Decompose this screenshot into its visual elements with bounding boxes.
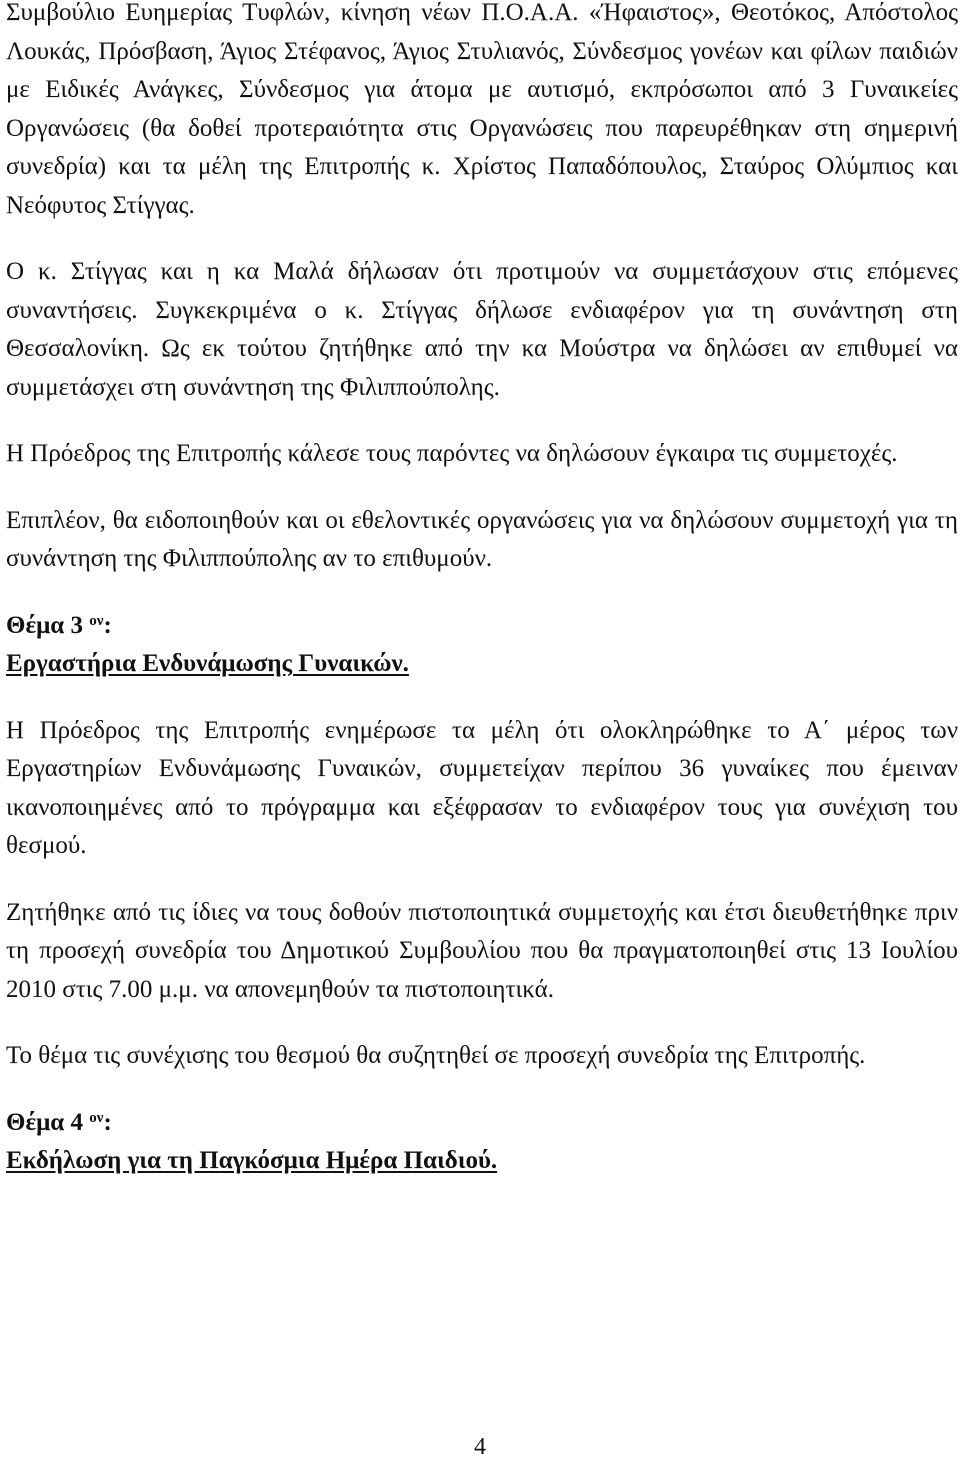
- topic-4-ordinal: ον: [89, 1109, 104, 1126]
- topic-4-title: Εκδήλωση για τη Παγκόσμια Ημέρα Παιδιού.: [6, 1147, 498, 1174]
- document-page: [6, 0, 958, 1181]
- paragraph-meeting-preferences: Ο κ. Στίγγας και η κα Μαλά δήλωσαν ότι προτιμούν να συμμετάσχουν στις επόμενες συναντήσεις. Συγκεκριμένα ο κ. Στίγγας δήλωσε ενδιαφέρον για τη συνάντηση στη Θεσσαλονίκη. Ως εκ τούτου ζητήθηκε από την κα Μούστρα να δηλώσει αν επιθυμεί να συμμετάσχει στη συνάντηση της Φιλιππούπολης.: [6, 258, 958, 401]
- topic-3-title: Εργαστήρια Ενδυνάμωσης Γυναικών.: [6, 650, 409, 677]
- paragraph-workshops-completed: Η Πρόεδρος της Επιτροπής ενημέρωσε τα μέλη ότι ολοκληρώθηκε το Α΄ μέρος των Εργαστηρίων Ενδυνάμωσης Γυναικών, συμμετείχαν περίπου 36 γυναίκες που έμειναν ικανοποιημένες από το πρόγραμμα και εξέφρασαν το ενδιαφέρον τους για συνέχιση του θεσμού.: [6, 716, 958, 859]
- topic-4-heading: [6, 1104, 958, 1143]
- topic-3-ordinal: ον: [89, 612, 104, 629]
- page-number: 4: [474, 1434, 486, 1460]
- topic-4-colon: :: [103, 1108, 112, 1136]
- topic-4-label: Θέμα 4: [6, 1108, 84, 1136]
- topic-3-colon: :: [103, 611, 112, 639]
- paragraph-participants: Συμβούλιο Ευημερίας Τυφλών, κίνηση νέων Π.Ο.Α.Α. «Ήφαιστος», Θεοτόκος, Απόστολος Λουκάς, Πρόσβαση, Άγιος Στέφανος, Άγιος Στυλιανός, Σύνδεσμος γονέων και φίλων παιδιών με Ειδικές Ανάγκες, Σύνδεσμος για άτομα με αυτισμό, εκπρόσωποι από 3 Γυναικείες Οργανώσεις (θα δοθεί προτεραιότητα στις Οργανώσεις που παρευρέθηκαν στη σημερινή συνεδρία) και τα μέλη της Επιτροπής κ. Χρίστος Παπαδόπουλος, Σταύρος Ολύμπιος και Νεόφυτος Στίγγας.: [6, 0, 958, 219]
- paragraph-continuation: Το θέμα τις συνέχισης του θεσμού θα συζητηθεί σε προσεχή συνεδρία της Επιτροπής.: [6, 1042, 866, 1069]
- paragraph-president-call: Η Πρόεδρος της Επιτροπής κάλεσε τους παρόντες να δηλώσουν έγκαιρα τις συμμετοχές.: [6, 440, 898, 467]
- topic-3-heading: [6, 607, 958, 646]
- paragraph-volunteer-organizations: Επιπλέον, θα ειδοποιηθούν και οι εθελοντικές οργανώσεις για να δηλώσουν συμμετοχή για τη συνάντηση της Φιλιππούπολης αν το επιθυμούν.: [6, 506, 958, 572]
- topic-3-label: Θέμα 3: [6, 611, 84, 639]
- paragraph-certificates: Ζητήθηκε από τις ίδιες να τους δοθούν πιστοποιητικά συμμετοχής και έτσι διευθετήθηκε πριν τη προσεχή συνεδρία του Δημοτικού Συμβουλίου που θα πραγματοποιηθεί στις 13 Ιουλίου 2010 στις 7.00 μ.μ. να απονεμηθούν τα πιστοποιητικά.: [6, 898, 958, 1003]
